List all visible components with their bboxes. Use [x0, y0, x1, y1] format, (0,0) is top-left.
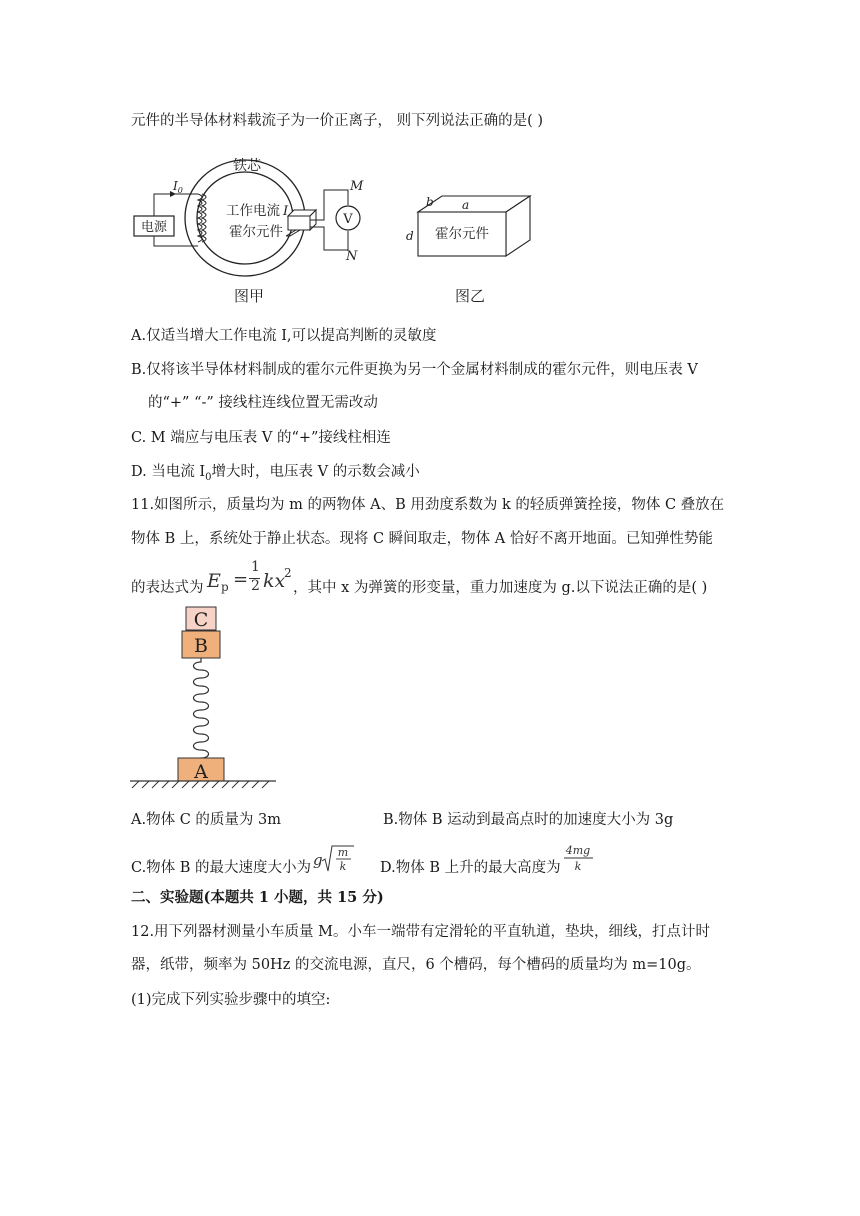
formula-exponent: 2 — [284, 566, 292, 580]
n-terminal-label: N — [346, 249, 358, 264]
spring-block-figure — [128, 605, 278, 790]
q11-line3-post: ，其中 x 为弹簧的形变量，重力加速度为 g.以下说法正确的是( ) — [293, 580, 708, 596]
q12-line3: (1)完成下列实验步骤中的填空: — [131, 992, 331, 1008]
option-d-numerator: 4mg — [565, 844, 591, 857]
option-c-formula — [313, 843, 355, 875]
q10-option-c: C. M 端应与电压表 V 的“+”接线柱相连 — [131, 430, 391, 446]
figure-jia-caption: 图甲 — [233, 287, 265, 305]
work-current-symbol: I — [283, 204, 289, 219]
q11-line2: 物体 B 上，系统处于静止状态。现将 C 瞬间取走，物体 A 恰好不离开地面。已知弹性势能 — [131, 531, 713, 547]
block-b-label: B — [194, 635, 208, 657]
q11-line1: 11.如图所示，质量均为 m 的两物体 A、B 用劲度系数为 k 的轻质弹簧拴接，物体 C 叠放在 — [131, 497, 725, 513]
hall-element-label-yi: 霍尔元件 — [435, 226, 489, 242]
q12-line2: 器，纸带，频率为 50Hz 的交流电源，直尺，6 个槽码，每个槽码的质量均为 m=10g。 — [131, 957, 701, 973]
option-c-m: m — [337, 846, 349, 859]
formula-ep: E — [207, 570, 221, 592]
q10-option-b-line1: B.仅将该半导体材料制成的霍尔元件更换为另一个金属材料制成的霍尔元件，则电压表 V — [131, 362, 698, 378]
option-d-denominator: k — [574, 860, 582, 873]
q10-option-d — [131, 462, 420, 488]
coil — [198, 194, 206, 242]
m-terminal-label: M — [350, 179, 364, 194]
formula-ep-sub: p — [221, 580, 229, 594]
q11-option-a: A.物体 C 的质量为 3m — [131, 812, 281, 828]
dim-d-label: d — [406, 229, 414, 243]
q12-line1: 12.用下列器材测量小车质量 M。小车一端带有定滑轮的平直轨道，垫块，细线，打点计时 — [131, 924, 711, 940]
figure-yi — [400, 185, 540, 310]
block-c-label: C — [193, 609, 209, 631]
figure-jia — [128, 150, 378, 310]
q11-option-c: C.物体 B 的最大速度大小为 — [131, 860, 312, 876]
dim-b-label: b — [426, 195, 434, 209]
section-2-heading: 二、实验题(本题共 1 小题，共 15 分) — [131, 889, 384, 906]
power-label: 电源 — [140, 220, 168, 235]
hall-element-label-jia: 霍尔元件 — [229, 224, 283, 240]
iron-core-label: 铁芯 — [233, 158, 261, 174]
option-c-g: g — [313, 851, 323, 869]
q10-option-d-pre: D. 当电流 I — [131, 464, 206, 480]
block-a-label: A — [194, 761, 208, 783]
q11-option-d: D.物体 B 上升的最大高度为 — [380, 860, 561, 876]
option-d-formula — [561, 842, 597, 874]
intro-text: 元件的半导体材料载流子为一价正离子， 则下列说法正确的是( ) — [131, 113, 544, 129]
voltmeter-label: V — [343, 212, 353, 227]
q10-option-b-line2: 的“+” “-” 接线柱连线位置无需改动 — [148, 395, 378, 411]
i0-label: I — [173, 179, 178, 193]
formula-numerator: 1 — [251, 559, 260, 575]
formula-kx: kx — [263, 570, 286, 592]
option-c-k: k — [339, 860, 347, 873]
spring — [194, 658, 209, 763]
i0-sub: 0 — [177, 186, 183, 195]
figure-yi-caption: 图乙 — [454, 287, 486, 305]
work-current-label: 工作电流 — [226, 203, 280, 219]
formula-eq: = — [233, 569, 249, 590]
q11-option-b: B.物体 B 运动到最高点时的加速度大小为 3g — [383, 812, 674, 828]
q10-option-d-sub: 0 — [205, 471, 212, 483]
svg-text:I0 — [172, 179, 183, 195]
q11-line3-pre: 的表达式为 — [131, 580, 204, 596]
dim-a-label: a — [462, 198, 470, 212]
q10-option-a: A.仅适当增大工作电流 I,可以提高判断的灵敏度 — [131, 328, 437, 344]
formula-denominator: 2 — [251, 578, 260, 594]
elastic-energy-formula — [207, 560, 291, 600]
q10-option-d-post: 增大时，电压表 V 的示数会减小 — [211, 464, 420, 480]
